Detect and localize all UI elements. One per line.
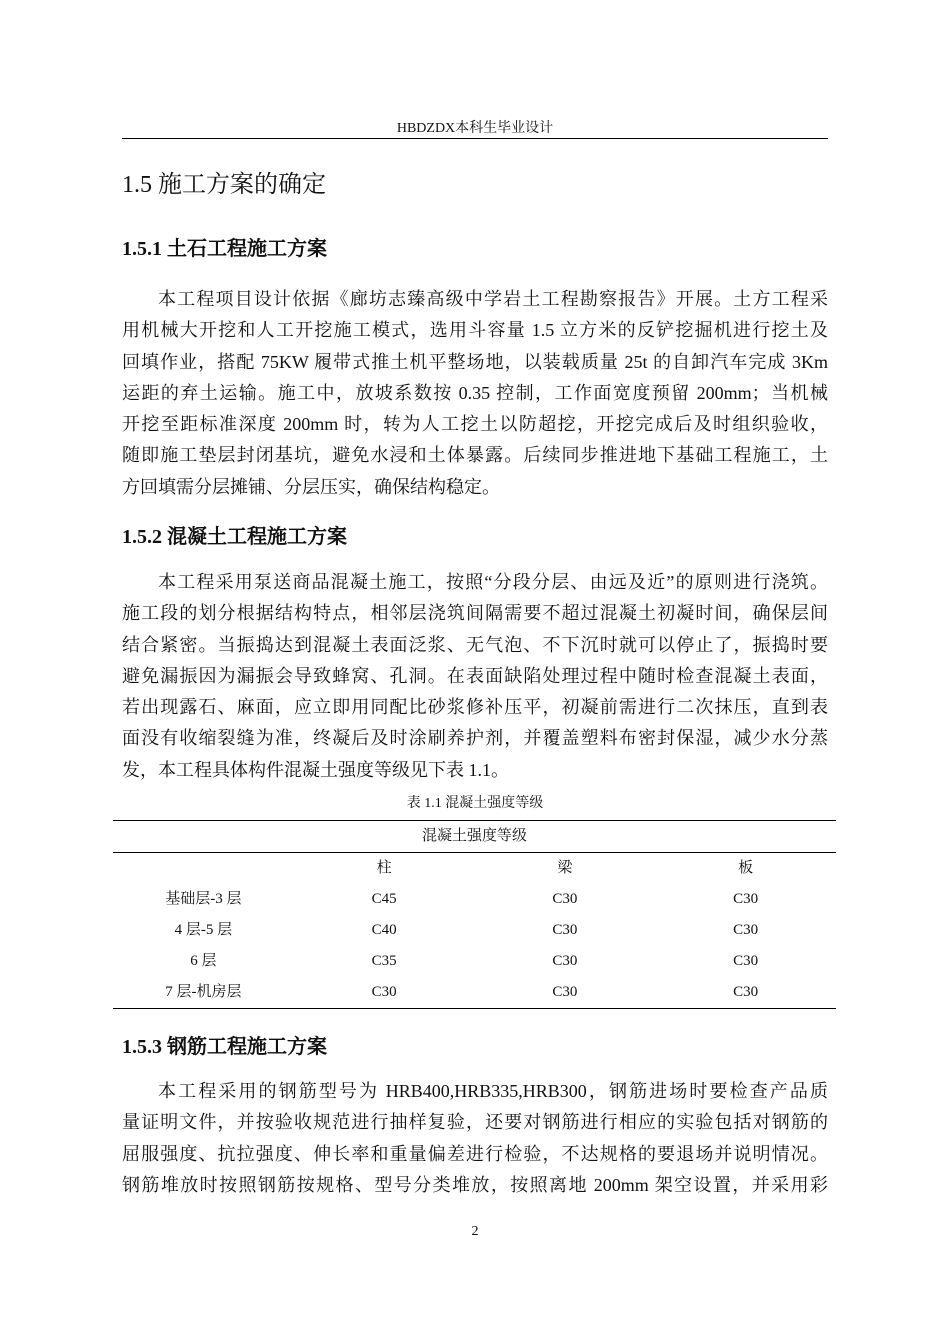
page-number: 2	[471, 1224, 479, 1239]
strength-table	[113, 820, 836, 1009]
grade-cell: C30	[733, 891, 759, 907]
row-label-cell: 基础层-3 层	[165, 891, 242, 907]
text-line: 方回填需分层摊铺、分层压实，确保结构稳定。	[122, 476, 500, 497]
text-line: 量证明文件，并按验收规范进行抽样复验，还要对钢筋进行相应的实验包括对钢筋的	[122, 1112, 828, 1133]
grade-cell: C30	[552, 984, 578, 1000]
table-group-header	[113, 821, 836, 853]
text-line: 施工段的划分根据结构特点，相邻层浇筑间隔需要不超过混凝土初凝时间，确保层间	[122, 603, 828, 624]
grade-cell: C30	[733, 953, 759, 969]
grade-cell: C35	[371, 953, 397, 969]
grade-cell: C30	[733, 922, 759, 938]
text-line: 钢筋堆放时按照钢筋按规格、型号分类堆放，按照离地 200mm 架空设置，并采用彩	[122, 1174, 828, 1195]
text-line: 开挖至距标准深度 200mm 时，转为人工挖土以防超挖，开挖完成后及时组织验收，	[122, 414, 828, 435]
row-label-cell: 6 层	[190, 953, 217, 969]
grade-cell: C30	[733, 984, 759, 1000]
group-header-cell: 混凝土强度等级	[421, 828, 527, 844]
text-line: 随即施工垫层封闭基坑，避免水浸和土体暴露。后续同步推进地下基础工程施工，土	[122, 445, 828, 466]
header-rule	[122, 138, 828, 139]
table-row	[113, 915, 836, 946]
page-header: HBDZDX本科生毕业设计	[396, 121, 554, 136]
grade-cell: C30	[371, 984, 397, 1000]
subsection-title: 1.5.2 混凝土工程施工方案	[122, 526, 347, 548]
text-line: 屈服强度、抗拉强度、伸长率和重量偏差进行检验，不达规格的要退场并说明情况。	[122, 1143, 828, 1164]
paragraph	[122, 567, 828, 786]
text-line: 本工程采用泵送商品混凝土施工，按照“分段分层、由远及近”的原则进行浇筑。	[158, 572, 828, 592]
text-line: 本工程采用的钢筋型号为 HRB400,HRB335,HRB300，钢筋进场时要检查产品质	[158, 1081, 828, 1101]
text-line: 发，本工程具体构件混凝土强度等级见下表 1.1。	[122, 759, 509, 780]
header-cell: 柱	[376, 860, 392, 876]
grade-cell: C30	[552, 953, 578, 969]
grade-cell: C30	[552, 922, 578, 938]
text-line: 回填作业，搭配 75KW 履带式推土机平整场地，以装载质量 25t 的自卸汽车完成 3Km	[122, 351, 828, 372]
table-row	[113, 884, 836, 915]
table-caption: 表 1.1 混凝土强度等级	[406, 796, 544, 811]
table-row	[113, 946, 836, 977]
subsection-title: 1.5.1 土石工程施工方案	[122, 238, 327, 260]
section-title: 1.5 施工方案的确定	[122, 172, 326, 198]
grade-cell: C40	[371, 922, 397, 938]
text-line: 结合紧密。当振捣达到混凝土表面泛浆、无气泡、不下沉时就可以停止了，振捣时要	[122, 634, 828, 655]
header-cell: 梁	[557, 860, 573, 876]
paragraph	[122, 1076, 828, 1201]
text-line: 避免漏振因为漏振会导致蜂窝、孔洞。在表面缺陷处理过程中随时检查混凝土表面，	[122, 665, 828, 686]
row-label-cell: 7 层-机房层	[165, 984, 242, 1000]
grade-cell: C30	[552, 891, 578, 907]
header-cell	[113, 853, 294, 884]
text-line: 若出现露石、麻面，应立即用同配比砂浆修补压平，初凝前需进行二次抹压，直到表	[122, 697, 828, 718]
text-line: 用机械大开挖和人工开挖施工模式，选用斗容量 1.5 立方米的反铲挖掘机进行挖土及	[122, 320, 828, 341]
paragraph	[122, 284, 828, 503]
text-line: 面没有收缩裂缝为准，终凝后及时涂刷养护剂，并覆盖塑料布密封保湿，减少水分蒸	[122, 728, 828, 749]
text-line: 本工程项目设计依据《廊坊志臻高级中学岩土工程勘察报告》开展。土方工程采	[158, 289, 828, 309]
grade-cell: C45	[371, 891, 397, 907]
header-cell: 板	[738, 860, 754, 876]
text-line: 运距的弃土运输。施工中，放坡系数按 0.35 控制，工作面宽度预留 200mm；当机械	[122, 382, 828, 403]
subsection-title: 1.5.3 钢筋工程施工方案	[122, 1036, 327, 1058]
table-header-row	[113, 853, 836, 884]
table-row	[113, 977, 836, 1008]
row-label-cell: 4 层-5 层	[174, 922, 233, 938]
